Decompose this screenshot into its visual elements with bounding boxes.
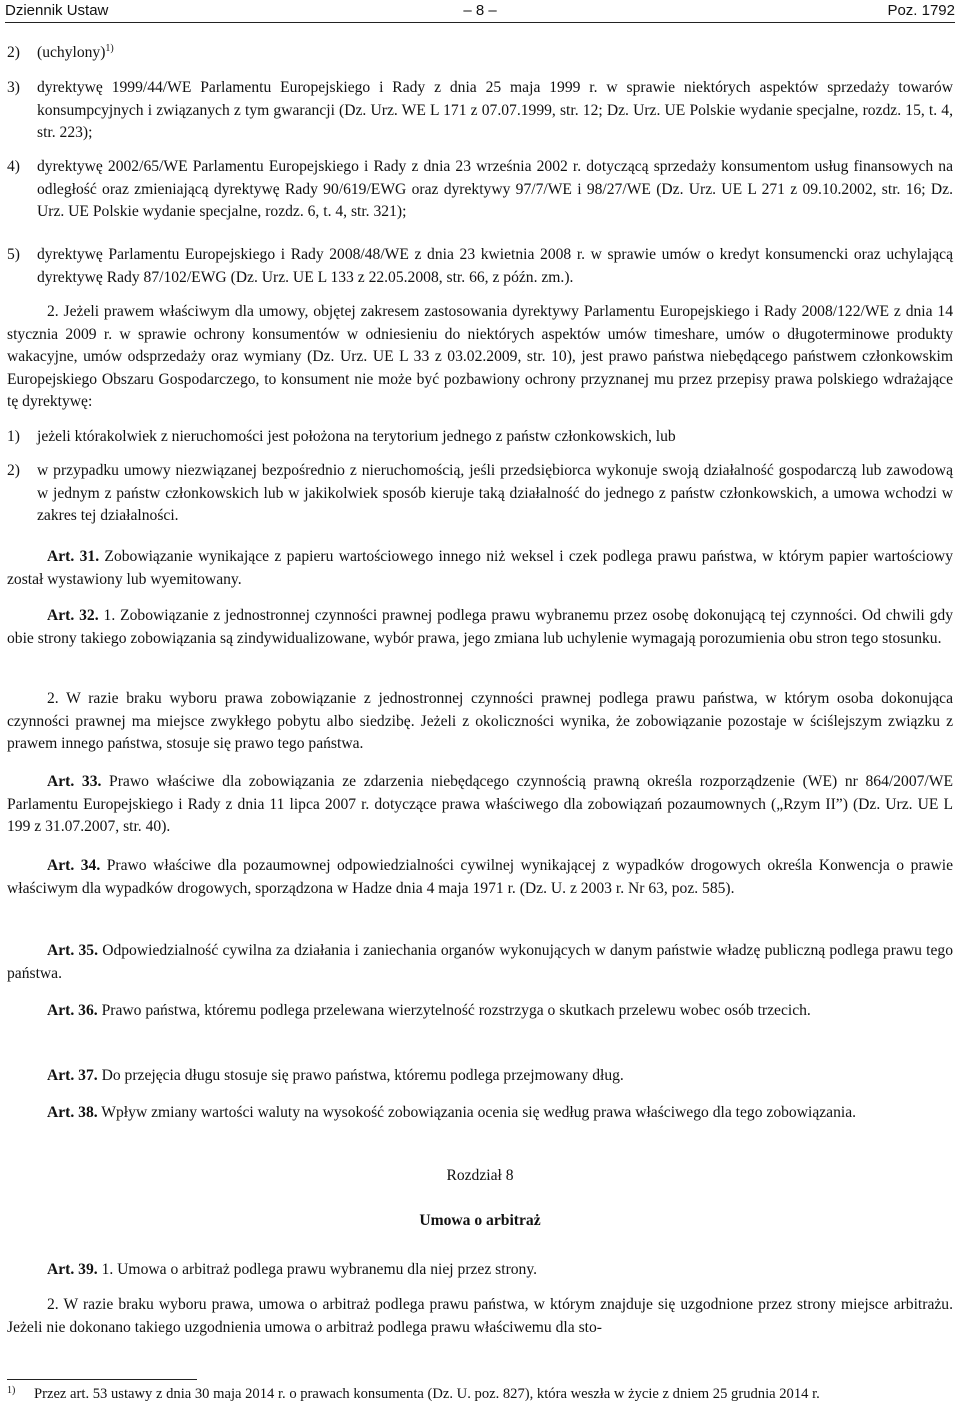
article-32-para-2: 2. W razie braku wyboru prawa zobowiązanie z jednostronnej czynności prawnej podlega prawu państwa, w którym osoba dokonująca czynności prawnej ma miejsce zwykłego pobytu albo siedzibę. Jeżeli z okoliczności wynika, że zobowiązanie pozostaje w ściślejszym związku z prawem innego państwa, stosuje się prawo tego państwa. (7, 690, 953, 752)
article-text: Prawo właściwe dla pozaumownej odpowiedzialności cywilnej wynikającej z wypadków drogowych określa Konwencja o prawie właściwym dla wypadków drogowych, sporządzona w Hadze dnia 4 maja 1971 r. (Dz. U. z 2003 r. Nr 63, poz. 585). (7, 857, 953, 897)
list-number: 4) (7, 158, 20, 175)
publication-name: Dziennik Ustaw (5, 2, 109, 19)
article-label: Art. 37. (47, 1067, 98, 1084)
article-text: 1. Umowa o arbitraż podlega prawu wybranemu dla niej przez strony. (101, 1261, 538, 1278)
article-38 (7, 1102, 953, 1125)
article-31 (7, 546, 953, 591)
article-text: Wpływ zmiany wartości waluty na wysokość zobowiązania ocenia się według prawa właściwego dla tego zobowiązania. (101, 1104, 857, 1121)
chapter-number: Rozdział 8 (446, 1167, 514, 1184)
footnote-mark: 1) (7, 1385, 16, 1396)
chapter-title (7, 1210, 953, 1233)
list-text: jeżeli którakolwiek z nieruchomości jest położona na terytorium jednego z państw członkowskich, lub (37, 428, 676, 445)
article-35 (7, 940, 953, 985)
article-text: Zobowiązanie wynikające z papieru wartościowego innego niż weksel i czek podlega prawu państwa, w którym papier wartościowy został wystawiony lub wyemitowany. (7, 548, 953, 588)
article-label: Art. 35. (47, 942, 98, 959)
footnote-reference[interactable]: 1) (105, 42, 114, 54)
list-item (7, 42, 953, 65)
header-rule (5, 22, 955, 23)
list-text: dyrektywę 1999/44/WE Parlamentu Europejskiego i Rady z dnia 25 maja 1999 r. w sprawie niektórych aspektów sprzedaży towarów konsumpcyjnych i związanych z tym gwarancji (Dz. Urz. WE L 171 z 07.07.1999, str. 12; Dz. Urz. UE Polskie wydanie specjalne, rozdz. 15, t. 4, str. 223); (37, 79, 953, 141)
article-text: Prawo państwa, któremu podlega przelewana wierzytelność rozstrzyga o skutkach przelewu wobec osób trzecich. (101, 1002, 811, 1019)
list-item (7, 460, 953, 528)
article-label: Art. 36. (47, 1002, 98, 1019)
article-label: Art. 39. (47, 1261, 98, 1278)
article-text: Do przejęcia długu stosuje się prawo państwa, któremu podlega przejmowany dług. (101, 1067, 624, 1084)
list-item (7, 77, 953, 145)
article-37 (7, 1065, 953, 1088)
article-label: Art. 38. (47, 1104, 98, 1121)
list-number: 5) (7, 246, 20, 263)
list-number: 1) (7, 428, 20, 445)
footnote-rule (7, 1379, 197, 1380)
article-32 (7, 605, 953, 650)
list-number: 3) (7, 79, 20, 96)
article-label: Art. 31. (47, 548, 100, 565)
footnote (7, 1384, 953, 1405)
list-text: dyrektywę 2002/65/WE Parlamentu Europejskiego i Rady z dnia 23 września 2002 r. dotyczącą sprzedaży konsumentom usług finansowych na odległość oraz zmieniającą dyrektywę Rady 90/619/EWG oraz dyrektywy 97/7/WE i 98/27/WE (Dz. Urz. UE L 271 z 09.10.2002, str. 16; Dz. Urz. UE Polskie wydanie specjalne, rozdz. 6, t. 4, str. 321); (37, 158, 953, 220)
list-text: dyrektywę Parlamentu Europejskiego i Rady 2008/48/WE z dnia 23 kwietnia 2008 r. w sprawie umów o kredyt konsumencki oraz uchylającą dyrektywę Rady 87/102/EWG (Dz. Urz. UE L 133 z 22.05.2008, str. 66, z późn. zm.). (37, 246, 953, 286)
list-number: 2) (7, 462, 20, 479)
page-header (5, 0, 955, 24)
list-item (7, 244, 953, 289)
article-label: Art. 34. (47, 857, 101, 874)
article-33 (7, 771, 953, 839)
article-label: Art. 33. (47, 773, 102, 790)
article-34 (7, 855, 953, 900)
page-number: – 8 – (463, 2, 497, 19)
article-label: Art. 32. (47, 607, 99, 624)
article-text: Odpowiedzialność cywilna za działania i zaniechania organów wykonujących w danym państwie władzę publiczną podlega prawu tego państwa. (7, 942, 954, 982)
list-item (7, 156, 953, 224)
footnote-text: Przez art. 53 ustawy z dnia 30 maja 2014 r. o prawach konsumenta (Dz. U. poz. 827), która weszła w życie z dniem 25 grudnia 2014 r. (34, 1386, 820, 1402)
list-number: 2) (7, 44, 20, 61)
article-39-para-2: 2. W razie braku wyboru prawa, umowa o arbitraż podlega prawu państwa, w którym znajduje się uzgodnione przez strony miejsce arbitrażu. Jeżeli nie dokonano takiego uzgodnienia umowa o arbitraż podlega prawu właściwemu dla sto- (7, 1296, 953, 1336)
paragraph-2: 2. Jeżeli prawem właściwym dla umowy, objętej zakresem zastosowania dyrektywy Parlamentu Europejskiego i Rady 2008/122/WE z dnia 14 stycznia 2009 r. w sprawie ochrony konsumentów w odniesieniu do niektórych aspektów umów timeshare, umów o długoterminowe produkty wakacyjne, umów odsprzedaży oraz wymiany (Dz. Urz. UE L 33 z 03.02.2009, str. 10), jest prawo państwa niebędącego państwem członkowskim Europejskiego Obszaru Gospodarczego, to konsument nie może być pozbawiony ochrony przyznanej mu przez przepisy prawa polskiego wdrażające tę dyrektywę: (7, 303, 953, 410)
chapter-title-text: Umowa o arbitraż (419, 1212, 541, 1229)
position-number: Poz. 1792 (887, 2, 955, 19)
list-text: (uchylony) (37, 44, 106, 61)
article-text: 1. Zobowiązanie z jednostronnej czynności prawnej podlega prawu wybranemu przez osobę dokonującą tej czynności. Od chwili gdy obie strony takiego zobowiązania są zindywidualizowane, wybór prawa, jego zmiana lub uchylenie wymagają porozumienia obu stron tego stosunku. (7, 607, 953, 647)
list-item (7, 426, 953, 449)
article-36 (7, 1000, 953, 1023)
article-text: Prawo właściwe dla zobowiązania ze zdarzenia niebędącego czynnością prawną określa rozporządzenie (WE) nr 864/2007/WE Parlamentu Europejskiego i Rady z dnia 11 lipca 2007 r. dotyczące prawa właściwego dla zobowiązań pozaumownych („Rzym II”) (Dz. Urz. UE L 199 z 31.07.2007, str. 40). (7, 773, 953, 835)
article-39 (7, 1259, 953, 1282)
list-text: w przypadku umowy niezwiązanej bezpośrednio z nieruchomością, jeśli przedsiębiorca wykonuje swoją działalność gospodarczą lub zawodową w jednym z państw członkowskich lub w jakikolwiek sposób kieruje taką działalność do jednego z państw członkowskich, a umowa wchodzi w zakres tej działalności. (37, 462, 953, 524)
